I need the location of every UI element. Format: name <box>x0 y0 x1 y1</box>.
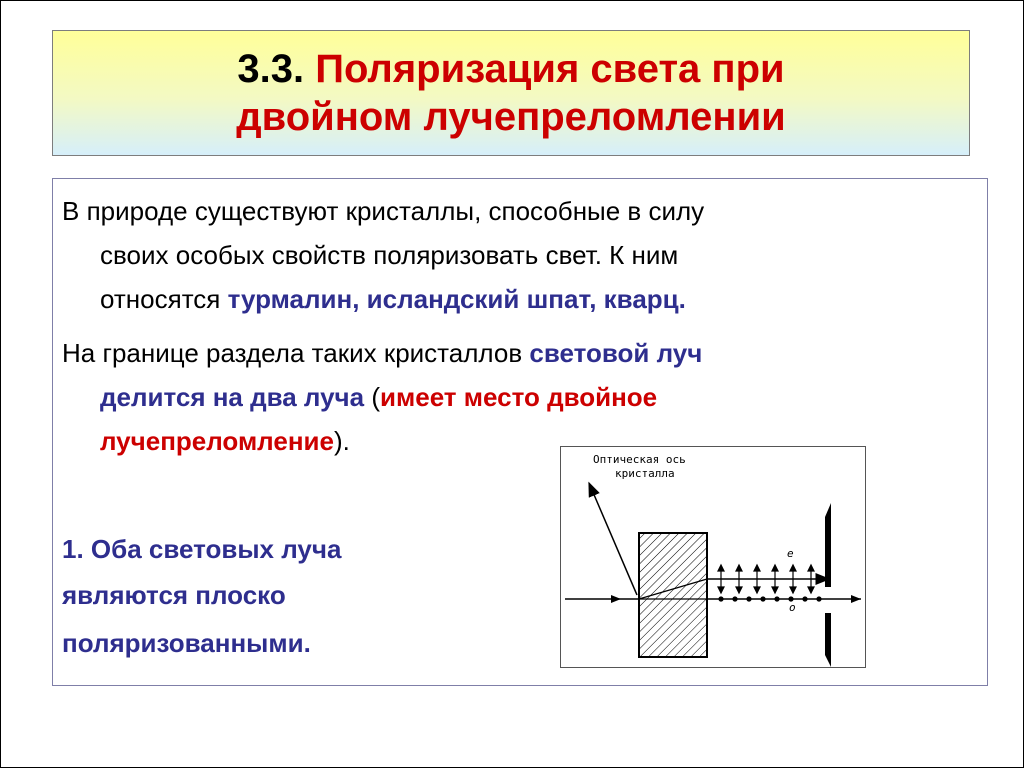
p2-line-1-prefix: На границе раздела таких кристаллов <box>62 338 530 368</box>
p2-close-paren: ). <box>333 426 350 456</box>
p1-line-1: В природе существуют кристаллы, способные в силу <box>62 196 705 226</box>
title-line-1 <box>53 45 969 93</box>
p2-line-2 <box>100 382 657 412</box>
birefringence-phrase: имеет место двойное <box>380 382 658 412</box>
splits-into-two-term: делится на два луча <box>100 382 365 412</box>
screen-lower <box>825 613 831 667</box>
p1-line-3-prefix: относятся <box>100 284 228 314</box>
screen-upper <box>825 503 831 587</box>
incident-ray-arrowhead <box>611 595 621 603</box>
crystal-list: турмалин, исландский шпат, кварц. <box>227 284 686 314</box>
e-ray-label: e <box>787 547 794 560</box>
p2-line-1 <box>62 338 702 368</box>
point1-line-2: являются плоско <box>62 580 286 610</box>
p2-open-paren: ( <box>364 382 381 412</box>
point1-line-3: поляризованными. <box>62 628 311 658</box>
diagram-svg <box>561 447 867 669</box>
title-banner <box>52 30 970 156</box>
title-line-2: двойном лучепреломлении <box>236 95 786 139</box>
optic-axis-arrow <box>589 483 637 595</box>
point1-line-1: 1. Оба световых луча <box>62 534 342 564</box>
birefringence-term: лучепреломление <box>100 426 334 456</box>
title-text-1: Поляризация света при <box>315 47 785 91</box>
optic-axis-label-1: Оптическая ось <box>593 453 686 466</box>
p1-line-2: своих особых свойств поляризовать свет. К ним <box>100 240 679 270</box>
p1-line-3 <box>100 284 686 314</box>
birefringence-diagram <box>560 446 866 668</box>
ordinary-ray-arrowhead <box>851 595 861 603</box>
o-ray-label: o <box>789 601 796 614</box>
light-ray-term: световой луч <box>529 338 703 368</box>
section-number: 3.3. <box>237 47 305 91</box>
crystal-block <box>639 533 707 657</box>
p2-line-3 <box>100 426 350 456</box>
optic-axis-label-2: кристалла <box>615 467 675 480</box>
